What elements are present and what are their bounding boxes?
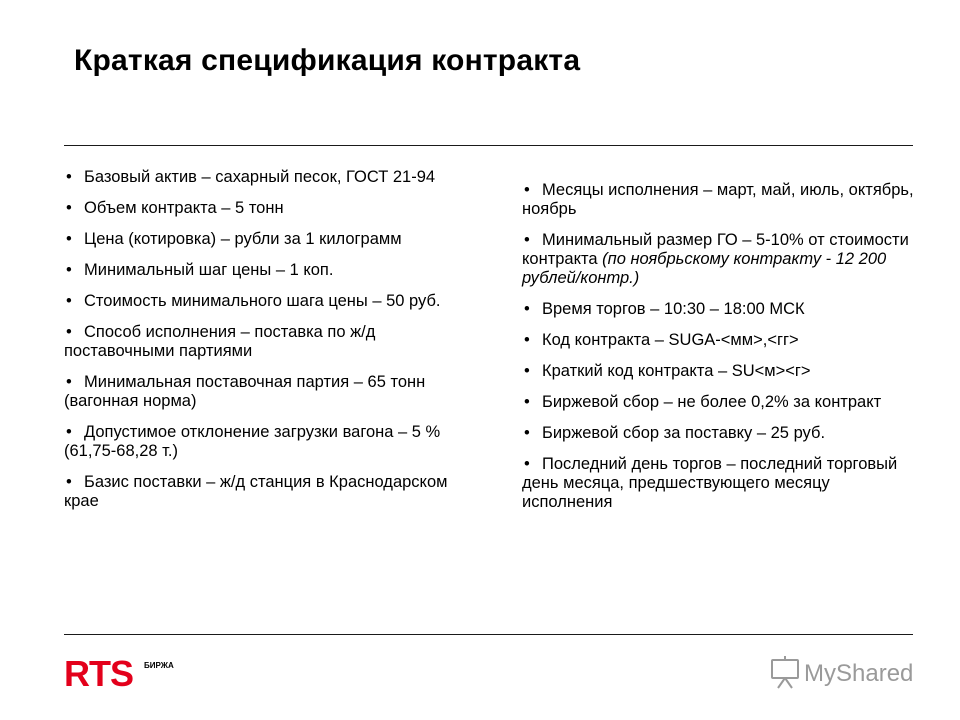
list-item [522,181,922,219]
list-item [64,323,484,361]
list-item-text: Цена (котировка) – рубли за 1 килограмм [84,230,402,248]
footer [0,648,960,708]
list-item [522,393,922,412]
bullet-marker: • [66,292,72,310]
list-item-note: (по ноябрьскому контракту - 12 200 рублей/контр.) [522,250,887,287]
left-bullet-list [64,168,484,523]
list-item-text: Минимальная поставочная партия – 65 тонн (вагонная норма) [64,373,426,410]
list-item [64,373,484,411]
list-item [64,168,484,187]
list-item-text: Краткий код контракта – SU<м><г> [542,362,811,380]
list-item-text: Допустимое отклонение загрузки вагона – 5 % (61,75-68,28 т.) [64,423,441,460]
bullet-marker: • [66,423,72,441]
bullet-marker: • [66,473,72,491]
bullet-marker: • [66,323,72,341]
list-item-text: Биржевой сбор за поставку – 25 руб. [542,424,826,442]
list-item [64,473,484,511]
list-item [522,455,922,512]
right-bullet-list [522,181,922,524]
top-divider [64,145,913,146]
bullet-marker: • [524,331,530,349]
bullet-marker: • [66,261,72,279]
bullet-marker: • [66,373,72,391]
list-item-text: Код контракта – SUGA-<мм>,<гг> [542,331,799,349]
list-item-text: Минимальный шаг цены – 1 коп. [84,261,334,279]
bullet-marker: • [66,199,72,217]
list-item-text: Базис поставки – ж/д станция в Краснодарском крае [64,473,448,510]
myshared-watermark [766,654,926,690]
list-item-text: Базовый актив – сахарный песок, ГОСТ 21-94 [84,168,436,186]
bullet-marker: • [524,424,530,442]
list-item [522,362,922,381]
list-item [522,331,922,350]
bullet-marker: • [524,393,530,411]
bullet-marker: • [524,362,530,380]
bullet-marker: • [66,168,72,186]
svg-text:БИРЖА: БИРЖА [144,661,174,670]
list-item-text: Минимальный размер ГО – 5-10% от стоимости контракта [522,231,909,268]
list-item-text: Последний день торгов – последний торговый день месяца, предшествующего месяцу исполнения [522,455,898,511]
list-item-text: Время торгов – 10:30 – 18:00 МСК [542,300,805,318]
list-item [64,230,484,249]
svg-text:RTS: RTS [64,654,133,690]
list-item-text: Объем контракта – 5 тонн [84,199,284,217]
list-item [64,199,484,218]
bullet-marker: • [524,231,530,249]
list-item [522,300,922,319]
list-item [522,424,922,443]
svg-text:MyShared: MyShared [804,660,914,687]
bullet-marker: • [524,455,530,473]
list-item-text: Биржевой сбор – не более 0,2% за контракт [542,393,882,411]
bullet-marker: • [66,230,72,248]
list-item-text: Способ исполнения – поставка по ж/д поставочными партиями [64,323,376,360]
list-item-text: Месяцы исполнения – март, май, июль, октябрь, ноябрь [522,181,914,218]
list-item [64,261,484,280]
list-item [522,231,922,288]
slide-title: Краткая спецификация контракта [74,44,581,77]
rts-logo [64,654,184,690]
list-item [64,292,484,311]
bottom-divider [64,634,913,635]
list-item [64,423,484,461]
presentation-icon [772,656,798,688]
bullet-marker: • [524,181,530,199]
bullet-marker: • [524,300,530,318]
list-item-text: Стоимость минимального шага цены – 50 руб. [84,292,441,310]
